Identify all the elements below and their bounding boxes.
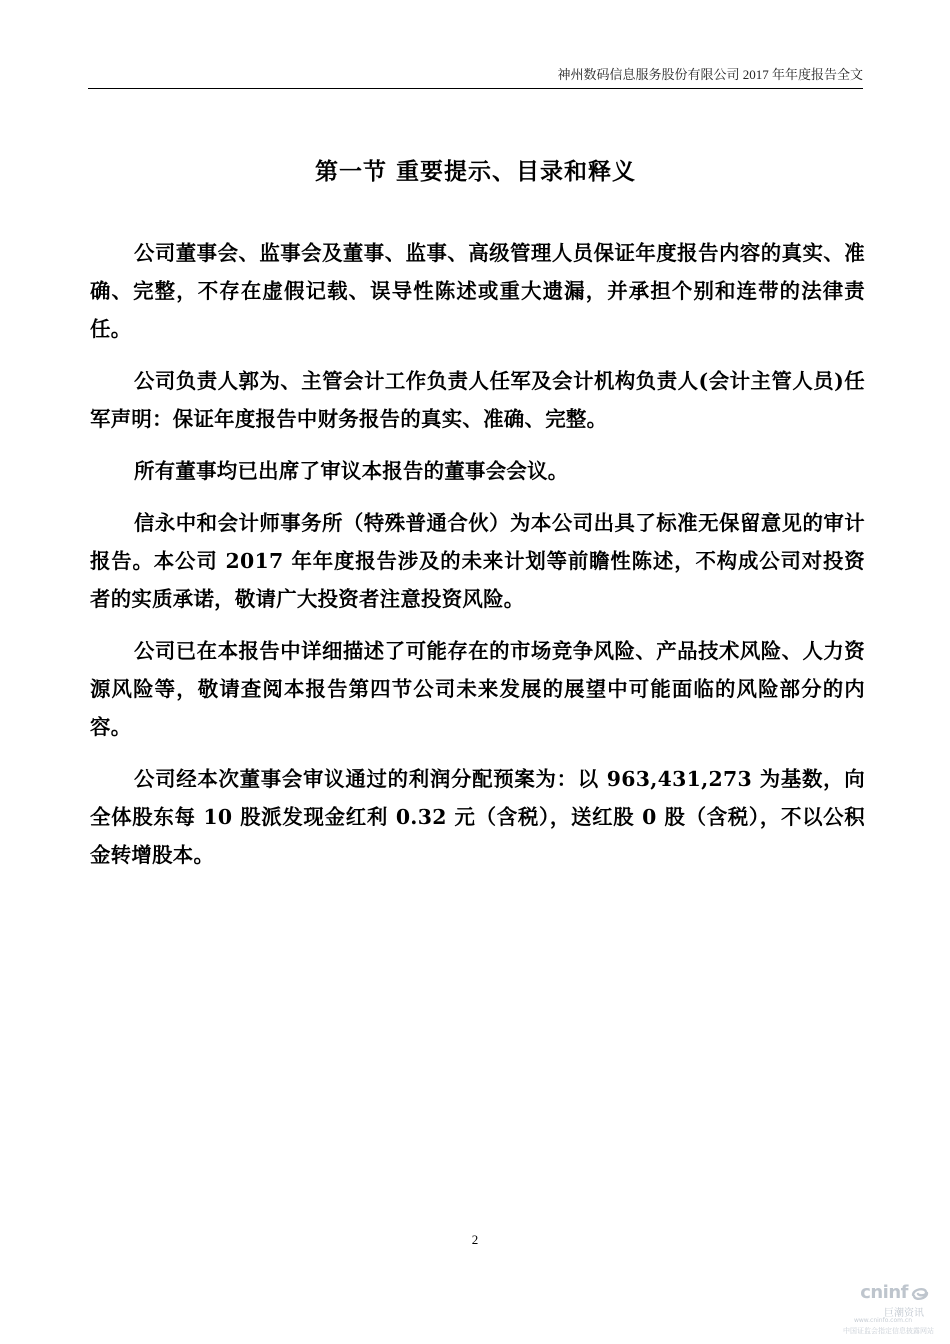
paragraph-board-attendance: 所有董事均已出席了审议本报告的董事会会议。 xyxy=(134,459,569,483)
page-number: 2 xyxy=(471,1232,479,1247)
section-title: 第一节 重要提示、目录和释义 xyxy=(314,158,636,185)
watermark-tagline: 中国证监会指定信息披露网站 xyxy=(843,1327,934,1335)
swirl-logo-icon xyxy=(910,1284,930,1304)
watermark-chinese-name: 巨潮资讯 xyxy=(884,1308,924,1319)
watermark-url: www.cninfo.com.cn xyxy=(853,1317,912,1324)
body-text xyxy=(90,234,865,888)
paragraph-responsibility-statement: 公司董事会、监事会及董事、监事、高级管理人员保证年度报告内容的真实、准确、完整，不存在虚假记载、误导性陈述或重大遗漏，并承担个别和连带的法律责任。 xyxy=(90,241,865,341)
paragraph-profit-distribution: 公司经本次董事会审议通过的利润分配预案为：以 963,431,273 为基数，向全体股东每 10 股派发现金红利 0.32 元（含税），送红股 0 股（含税），不以公积金转增股本。 xyxy=(90,767,865,867)
paragraph-risk-notice: 公司已在本报告中详细描述了可能存在的市场竞争风险、产品技术风险、人力资源风险等，敬请查阅本报告第四节公司未来发展的展望中可能面临的风险部分的内容。 xyxy=(90,639,865,739)
watermark-brand: cninf xyxy=(860,1282,908,1303)
cninfo-watermark xyxy=(824,1282,934,1338)
header-rule xyxy=(88,88,863,89)
running-header: 神州数码信息服务股份有限公司 2017 年年度报告全文 xyxy=(557,67,863,82)
paragraph-financial-officer-statement: 公司负责人郭为、主管会计工作负责人任军及会计机构负责人(会计主管人员)任军声明：保证年度报告中财务报告的真实、准确、完整。 xyxy=(90,369,865,431)
paragraph-audit-opinion: 信永中和会计师事务所（特殊普通合伙）为本公司出具了标准无保留意见的审计报告。本公司 2017 年年度报告涉及的未来计划等前瞻性陈述，不构成公司对投资者的实质承诺，敬请广大投资者注意投资风险。 xyxy=(90,511,865,611)
